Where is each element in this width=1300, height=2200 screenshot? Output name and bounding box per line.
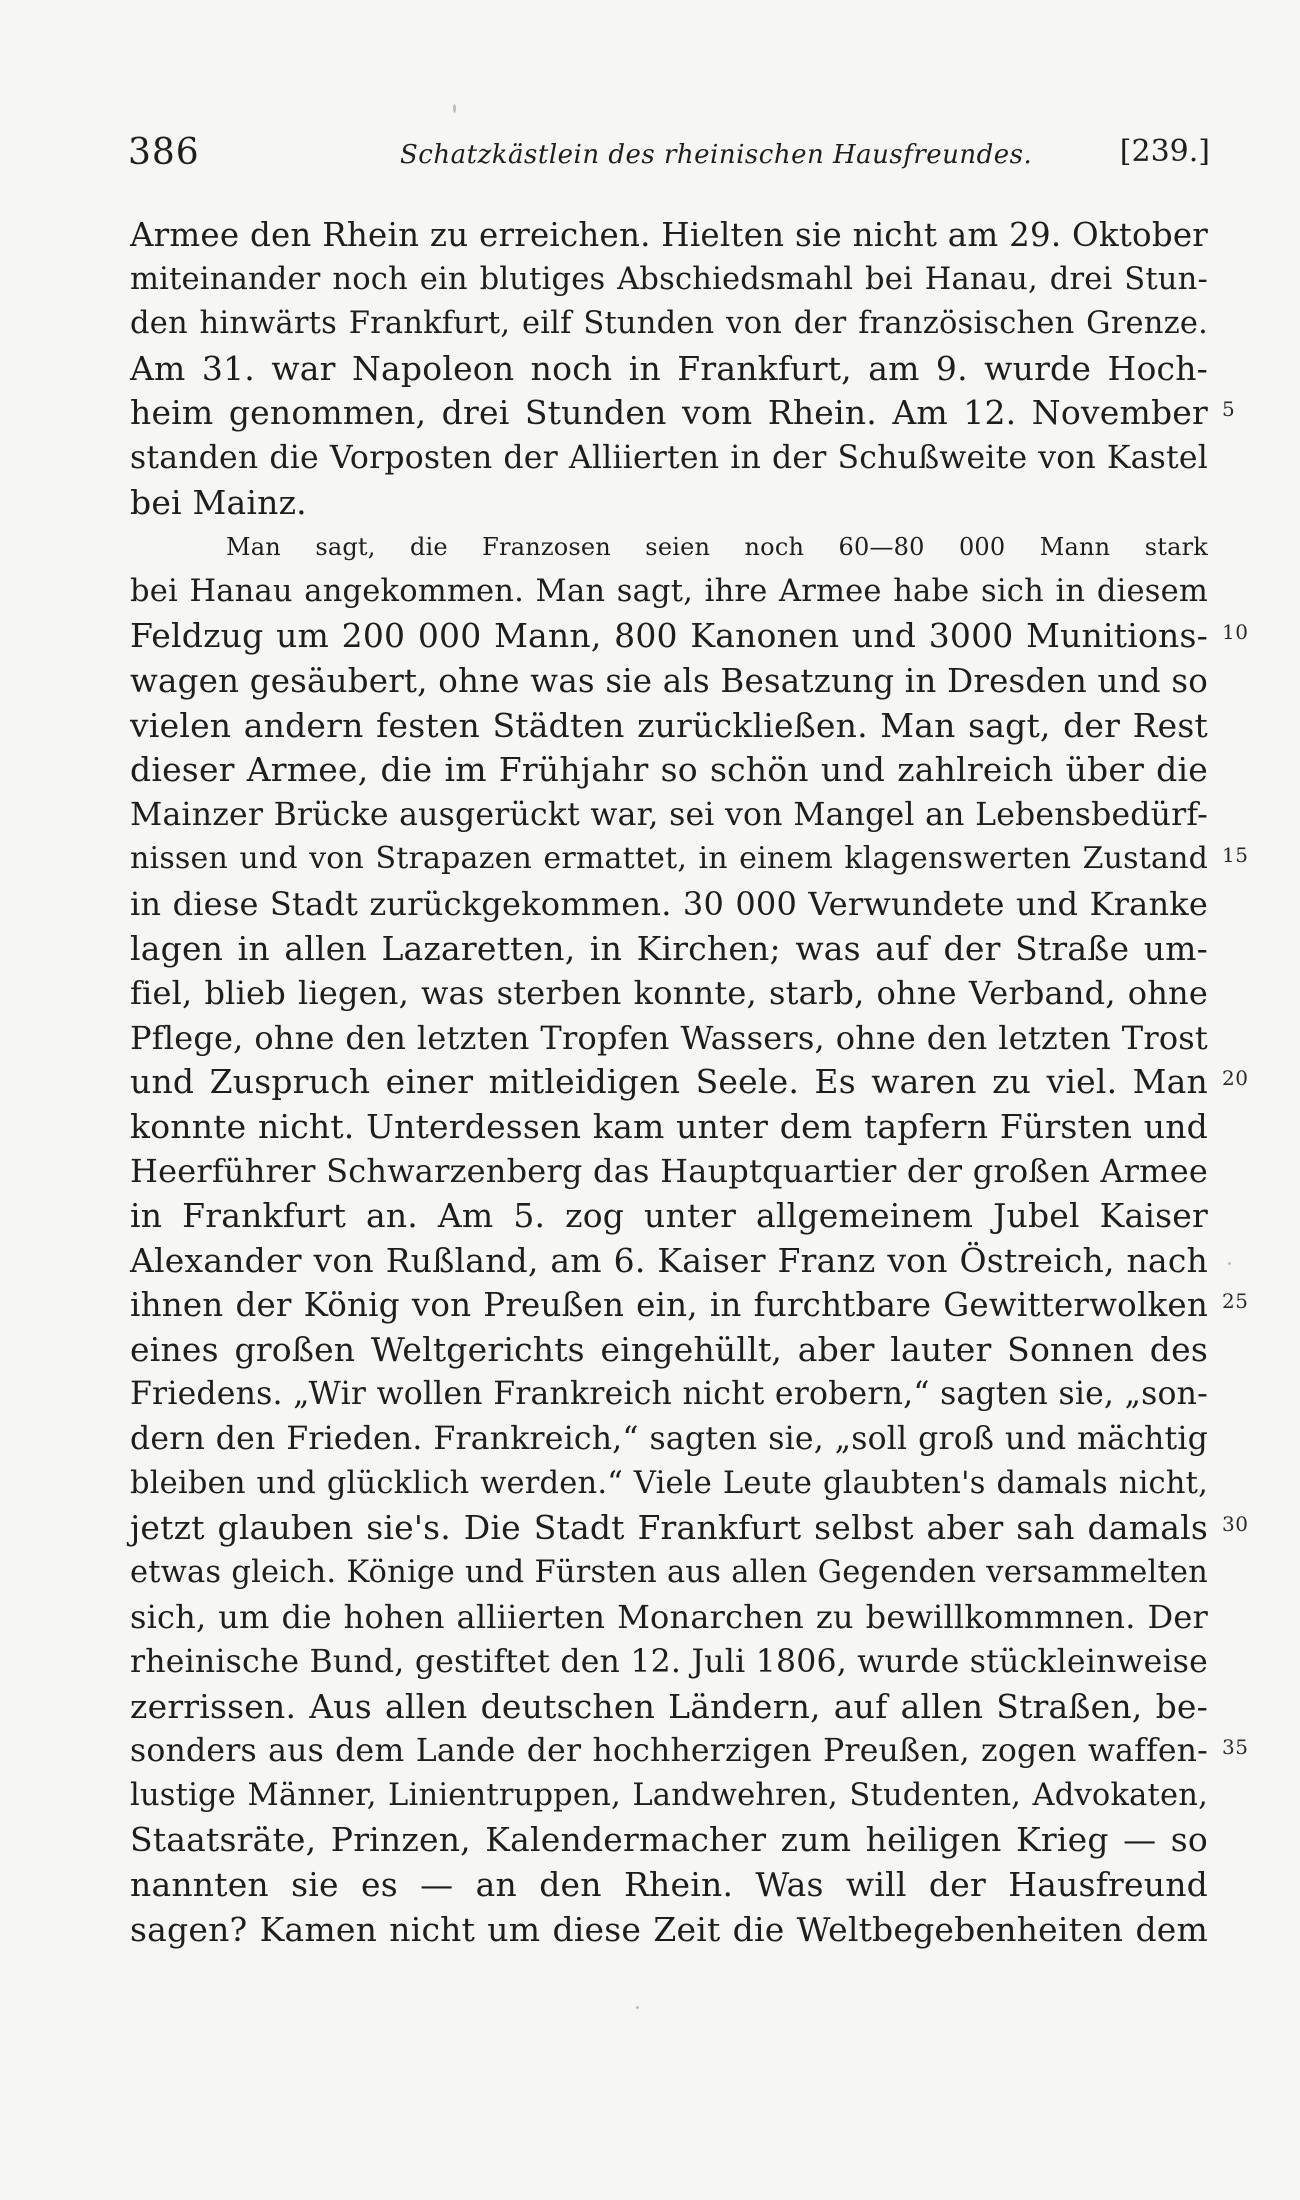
text-line	[130, 302, 1208, 347]
line-text: Feldzug um 200 000 Mann, 800 Kanonen und 3000 Munitions-	[130, 616, 1208, 656]
line-text: bei Hanau angekommen. Man sagt, ihre Armee habe sich in diesem	[130, 573, 1208, 609]
text-line	[130, 837, 1249, 882]
line-text: konnte nicht. Unterdessen kam unter dem tapfern Fürsten und	[130, 1106, 1208, 1146]
margin-line-number: 20	[1222, 1066, 1249, 1091]
margin-line-number: 5	[1222, 397, 1236, 422]
text-line	[130, 971, 1208, 1016]
line-text: Pflege, ohne den letzten Tropfen Wassers, ohne den letzten Trost	[130, 1018, 1208, 1057]
line-text: Man sagt, die Franzosen seien noch 60—80 000 Mann stark	[226, 533, 1208, 562]
line-text: zerrissen. Aus allen deutschen Ländern, auf allen Straßen, be-	[130, 1686, 1208, 1726]
text-line	[130, 882, 1208, 927]
text-line	[130, 793, 1208, 838]
margin-line-number: 30	[1222, 1512, 1249, 1537]
text-line	[130, 1685, 1208, 1730]
line-text: Armee den Rhein zu erreichen. Hielten sie nicht am 29. Oktober	[130, 216, 1208, 254]
text-line	[130, 1595, 1208, 1640]
margin-line-number: 15	[1222, 843, 1249, 868]
line-text: heim genommen, drei Stunden vom Rhein. Am 12. November	[130, 393, 1208, 433]
line-text: nissen und von Strapazen ermattet, in einem klagenswerten Zustand	[130, 841, 1208, 877]
line-text: rheinische Bund, gestiftet den 12. Juli 1806, wurde stückleinweise	[130, 1644, 1208, 1680]
line-text: sonders aus dem Lande der hochherzigen Preußen, zogen waffen-	[130, 1733, 1208, 1770]
line-text: den hinwärts Frankfurt, eilf Stunden von der französischen Grenze.	[130, 306, 1208, 342]
text-line	[130, 1506, 1249, 1551]
line-text: sich, um die hohen alliierten Monarchen zu bewillkommnen. Der	[130, 1598, 1208, 1637]
line-text: ihnen der König von Preußen ein, in furchtbare Gewitterwolken	[130, 1286, 1208, 1325]
text-line	[130, 659, 1208, 704]
text-line	[130, 748, 1208, 793]
line-text: und Zuspruch einer mitleidigen Seele. Es waren zu viel. Man	[130, 1062, 1208, 1102]
text-line	[130, 1774, 1208, 1819]
text-line	[130, 704, 1208, 749]
text-line	[130, 1863, 1208, 1908]
text-line	[130, 1908, 1208, 1953]
text-line	[130, 927, 1208, 972]
line-text: bleiben und glücklich werden.“ Viele Leute glaubten's damals nicht,	[130, 1465, 1208, 1501]
line-text: fiel, blieb liegen, was sterben konnte, starb, ohne Verband, ohne	[130, 974, 1208, 1013]
section-reference: [239.]	[1119, 134, 1210, 169]
text-line	[130, 391, 1236, 436]
line-text: Staatsräte, Prinzen, Kalendermacher zum heiligen Krieg — so	[130, 1820, 1208, 1860]
margin-line-number: 25	[1222, 1289, 1249, 1314]
text-line	[130, 1016, 1208, 1061]
text-line	[130, 1194, 1208, 1239]
line-text: etwas gleich. Könige und Fürsten aus allen Gegenden versammelten	[130, 1554, 1208, 1590]
text-line	[130, 570, 1208, 615]
line-text: Alexander von Rußland, am 6. Kaiser Franz von Östreich, nach	[130, 1240, 1208, 1280]
line-text: dieser Armee, die im Frühjahr so schön und zahlreich über die	[130, 750, 1208, 790]
line-text: sagen? Kamen nicht um diese Zeit die Weltbegebenheiten dem	[130, 1909, 1208, 1949]
text-line	[130, 436, 1208, 481]
text-line	[130, 1105, 1208, 1150]
text-line	[130, 213, 1208, 258]
text-line	[130, 1149, 1208, 1194]
paper-speck	[636, 2006, 639, 2009]
page-number: 386	[128, 132, 200, 173]
margin-line-number: 35	[1222, 1735, 1249, 1760]
line-text: Heerführer Schwarzenberg das Hauptquartier der großen Armee	[130, 1152, 1208, 1191]
line-text: Friedens. „Wir wollen Frankreich nicht erobern,“ sagten sie, „son-	[130, 1376, 1208, 1413]
line-text: dern den Frieden. Frankreich,“ sagten sie, „soll groß und mächtig	[130, 1421, 1208, 1458]
text-line	[130, 1729, 1249, 1774]
line-text: lustige Männer, Linientruppen, Landwehren, Studenten, Advokaten,	[130, 1777, 1208, 1813]
line-text: vielen andern festen Städten zurückließen. Man sagt, der Rest	[130, 705, 1208, 745]
margin-line-number: 10	[1222, 620, 1249, 645]
text-line	[130, 1462, 1208, 1507]
text-line	[130, 1640, 1208, 1685]
text-line	[130, 1283, 1249, 1328]
line-text: standen die Vorposten der Alliierten in der Schußweite von Kastel	[130, 439, 1208, 476]
line-text: Mainzer Brücke ausgerückt war, sei von Mangel an Lebensbedürf-	[130, 796, 1208, 833]
text-line	[130, 1818, 1208, 1863]
line-text: bei Mainz.	[130, 482, 307, 522]
line-text: lagen in allen Lazaretten, in Kirchen; was auf der Straße um-	[130, 928, 1208, 968]
text-line	[130, 1060, 1249, 1105]
text-line	[130, 481, 1208, 526]
text-line	[130, 1372, 1208, 1417]
text-line	[130, 525, 1208, 570]
line-text: wagen gesäubert, ohne was sie als Besatzung in Dresden und so	[130, 661, 1208, 700]
text-line	[130, 1239, 1208, 1284]
line-text: Am 31. war Napoleon noch in Frankfurt, am 9. wurde Hoch-	[130, 348, 1208, 388]
text-line	[130, 258, 1208, 303]
line-text: nannten sie es — an den Rhein. Was will der Hausfreund	[130, 1864, 1208, 1904]
running-title: Schatzkästlein des rheinischen Hausfreundes.	[400, 140, 1033, 170]
line-text: jetzt glauben sie's. Die Stadt Frankfurt selbst aber sah damals	[130, 1508, 1208, 1548]
paper-speck	[1228, 1262, 1231, 1265]
text-line	[130, 614, 1249, 659]
paper-speck	[453, 104, 456, 113]
body-text	[130, 213, 1249, 1952]
text-line	[130, 1417, 1208, 1462]
line-text: miteinander noch ein blutiges Abschiedsmahl bei Hanau, drei Stun-	[130, 261, 1208, 297]
text-line	[130, 347, 1208, 392]
line-text: in diese Stadt zurückgekommen. 30 000 Verwundete und Kranke	[130, 884, 1208, 923]
page-header	[128, 132, 1210, 182]
text-line	[130, 1328, 1208, 1373]
line-text: in Frankfurt an. Am 5. zog unter allgemeinem Jubel Kaiser	[130, 1196, 1208, 1236]
text-line	[130, 1551, 1208, 1596]
line-text: eines großen Weltgerichts eingehüllt, aber lauter Sonnen des	[130, 1329, 1208, 1369]
